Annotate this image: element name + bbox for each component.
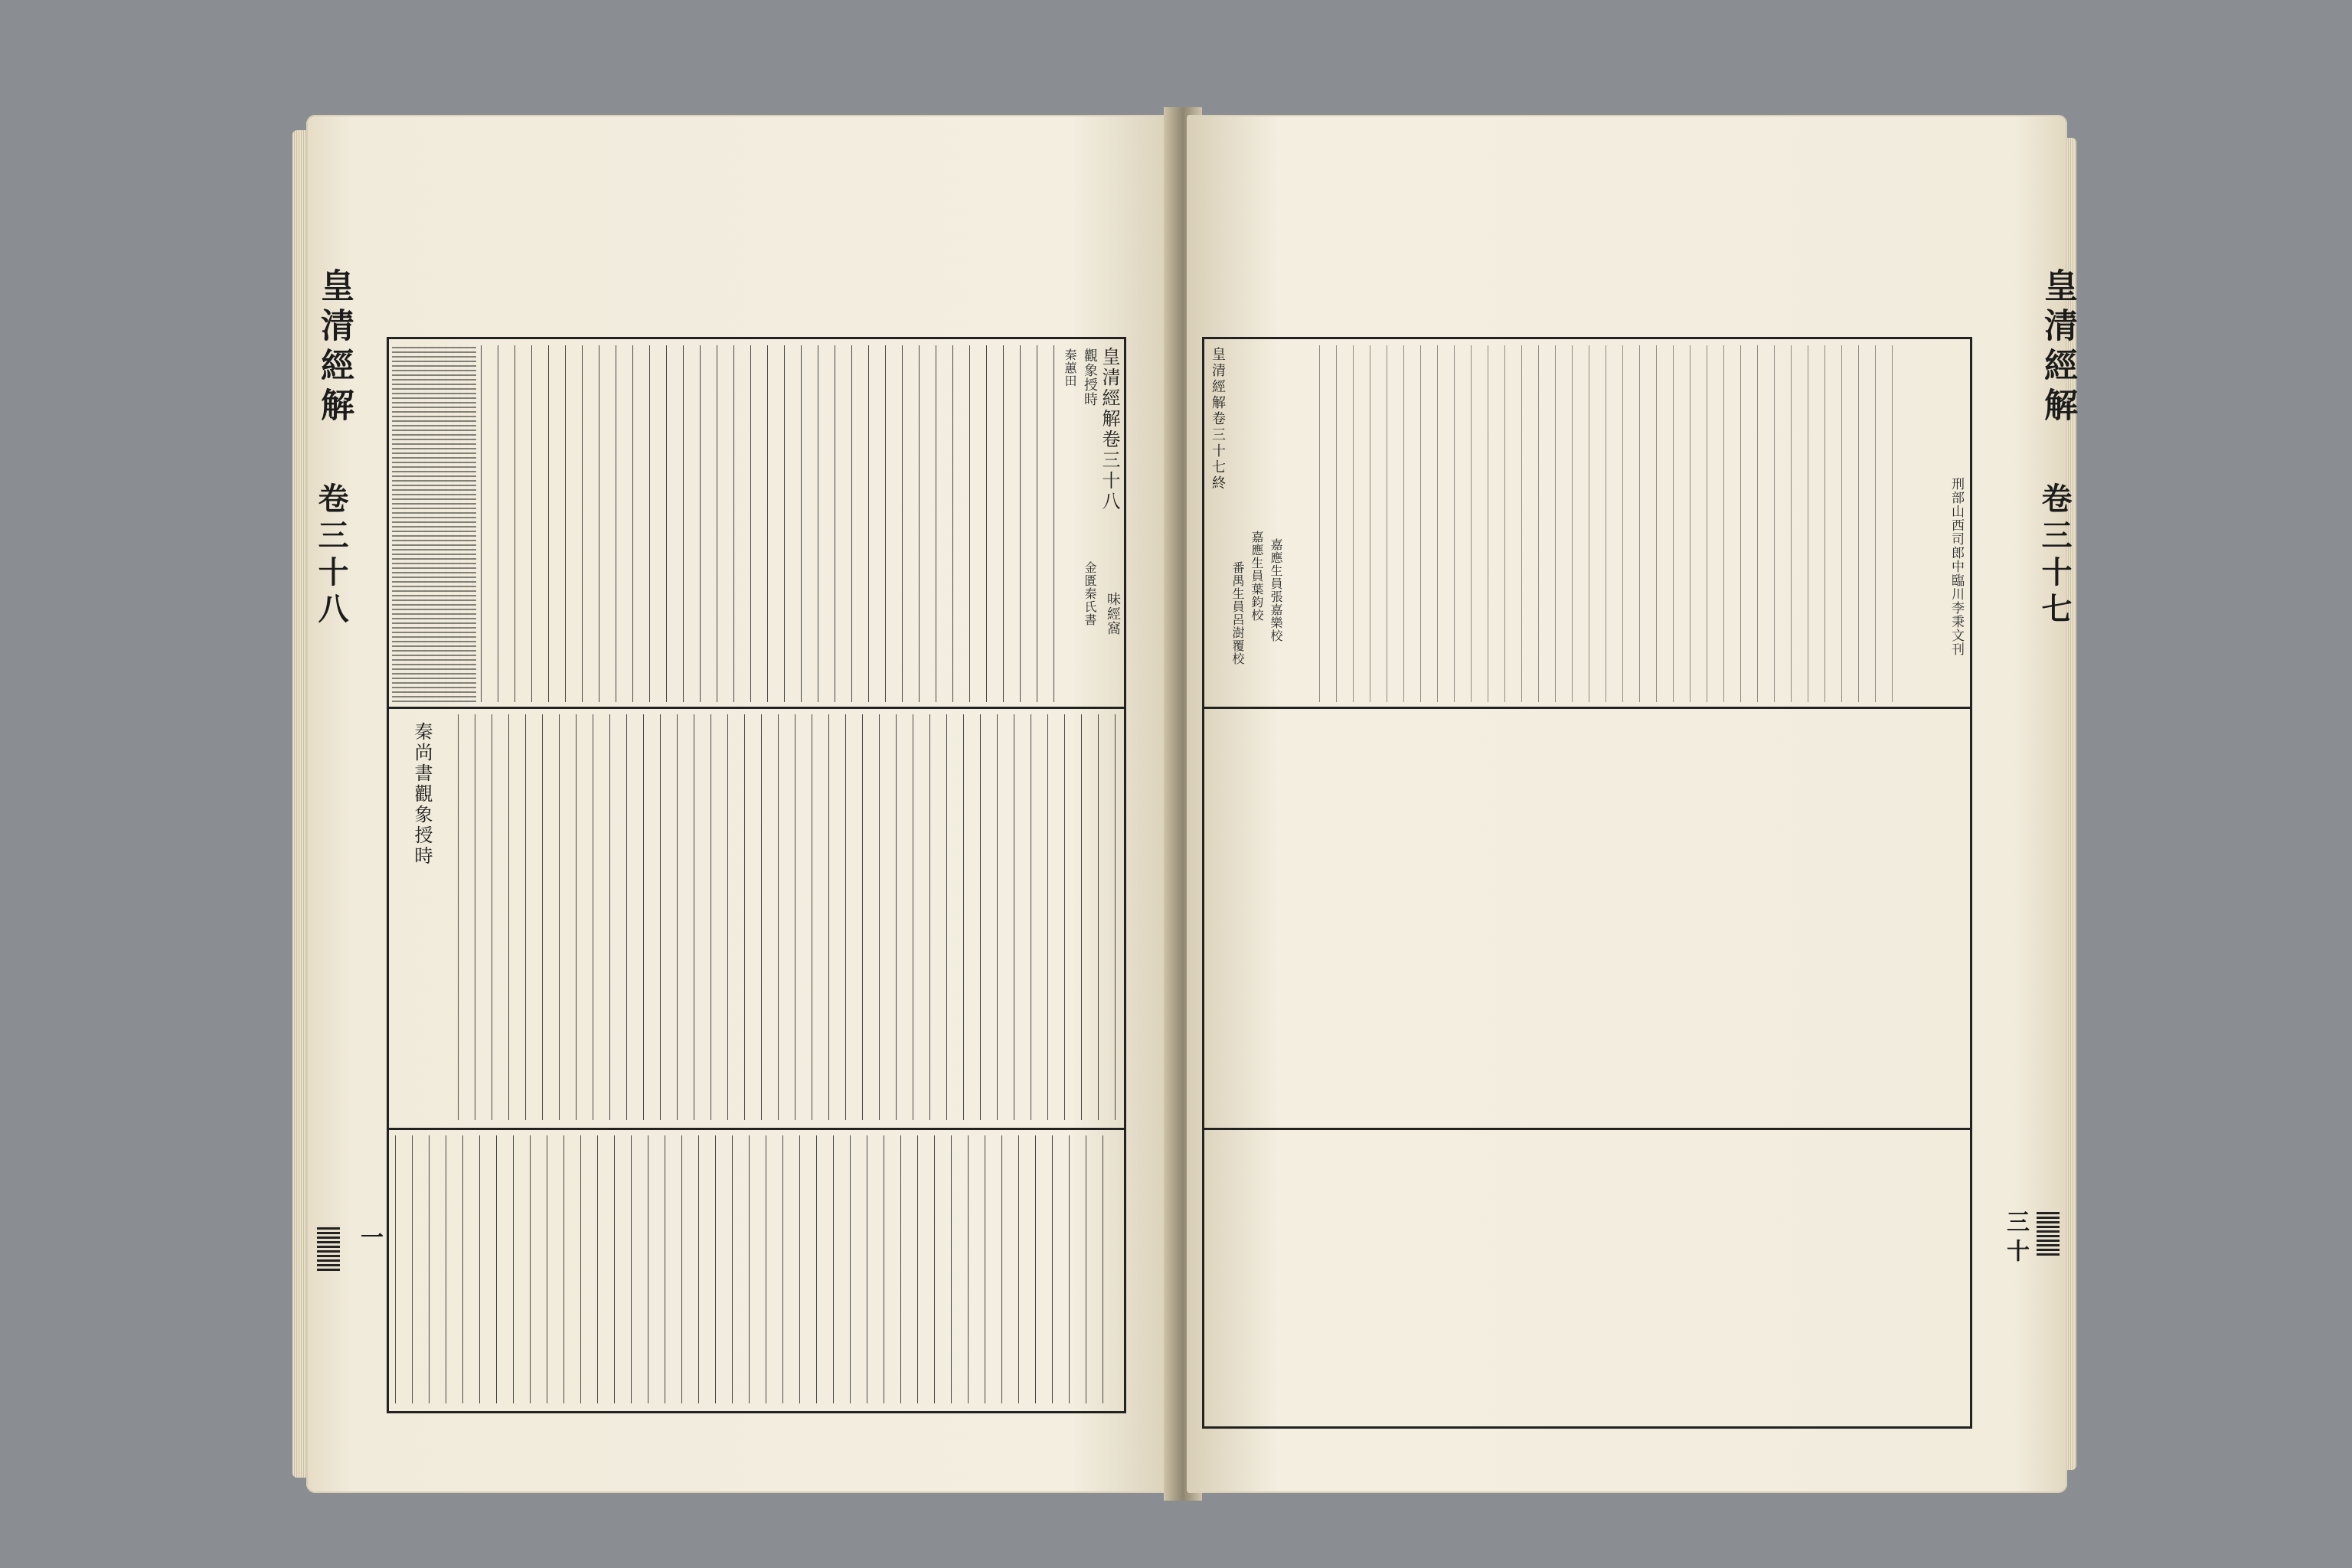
author-line: 秦蕙田	[1063, 348, 1077, 387]
left-header-line: 皇清經解卷三十八	[1099, 347, 1120, 512]
right-edge-tab	[2037, 1210, 2060, 1256]
right-folio: 三十	[2002, 1210, 2029, 1268]
right-margin-volume: 卷三十七	[2037, 482, 2073, 629]
left-divider-1	[389, 707, 1124, 709]
proof-line-2: 嘉應生員張嘉樂校	[1269, 538, 1283, 642]
left-margin-title: 皇清經解	[315, 268, 354, 427]
open-book	[306, 92, 2077, 1508]
right-page	[1187, 115, 2077, 1493]
left-text-frame	[387, 337, 1126, 1413]
left-divider-2	[389, 1128, 1124, 1130]
left-middle-text-columns	[458, 714, 1118, 1120]
right-text-frame	[1202, 337, 1972, 1429]
chapter-title: 觀象授時	[1082, 348, 1098, 407]
right-header-line: 皇清經解卷三十七終	[1210, 347, 1226, 492]
publisher-line: 刑部山西司郎中臨川李秉文刊	[1949, 477, 1964, 656]
right-margin-title: 皇清經解	[2038, 268, 2077, 427]
author-extra: 金匱秦氏書	[1083, 561, 1097, 626]
proof-line-1: 嘉應生員葉鈞校	[1250, 531, 1264, 622]
left-top-notes	[392, 345, 476, 702]
hall-name: 味經窩	[1105, 592, 1121, 635]
left-top-text-columns	[481, 345, 1055, 702]
right-divider-2	[1204, 1128, 1970, 1130]
right-ruled-columns	[1319, 345, 1909, 702]
sub-heading: 秦尚書觀象授時	[411, 722, 433, 867]
left-bottom-text-columns	[395, 1135, 1118, 1403]
left-page	[306, 115, 1179, 1493]
left-margin-volume: 卷三十八	[313, 482, 349, 629]
right-divider-1	[1204, 707, 1970, 709]
left-folio: 一	[356, 1225, 383, 1254]
proof-line-3: 番禺生員呂澍覆校	[1230, 561, 1245, 665]
left-edge-tab	[317, 1225, 340, 1271]
